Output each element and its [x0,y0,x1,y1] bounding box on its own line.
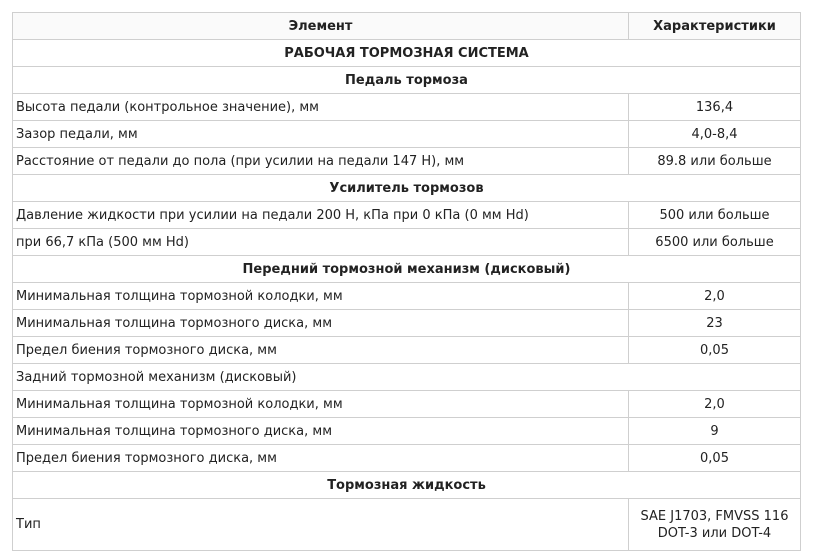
row-value [629,499,801,551]
table-row [13,283,801,310]
row-label: Тип [13,499,629,551]
section-row [13,67,801,94]
table-row [13,391,801,418]
table-row [13,229,801,256]
header-element: Элемент [13,13,629,40]
table-row [13,445,801,472]
section-title: Передний тормозной механизм (дисковый) [13,256,801,283]
row-value: 2,0 [629,391,801,418]
table-row [13,148,801,175]
row-label: Минимальная толщина тормозного диска, мм [13,310,629,337]
table-row [13,310,801,337]
row-value: 6500 или больше [629,229,801,256]
subsection-row [13,364,801,391]
table-row [13,499,801,551]
table-row [13,337,801,364]
row-value-line: SAE J1703, FMVSS 116 [640,508,789,524]
row-value-line: DOT-3 или DOT-4 [657,525,772,541]
row-label: Минимальная толщина тормозной колодки, мм [13,283,629,310]
row-value: 2,0 [629,283,801,310]
row-label: Минимальная толщина тормозной колодки, мм [13,391,629,418]
row-value: 89.8 или больше [629,148,801,175]
row-value: 9 [629,418,801,445]
row-label: Минимальная толщина тормозного диска, мм [13,418,629,445]
specs-table [12,12,801,551]
subsection-title: Задний тормозной механизм (дисковый) [13,364,801,391]
row-value: 136,4 [629,94,801,121]
row-label: Зазор педали, мм [13,121,629,148]
table-row [13,418,801,445]
row-value: 4,0-8,4 [629,121,801,148]
row-value: 0,05 [629,445,801,472]
table-row [13,94,801,121]
header-characteristics: Характеристики [629,13,801,40]
section-row [13,256,801,283]
section-title: Тормозная жидкость [13,472,801,499]
section-row [13,40,801,67]
row-label: Высота педали (контрольное значение), мм [13,94,629,121]
section-title: Педаль тормоза [13,67,801,94]
row-value: 500 или больше [629,202,801,229]
section-title: РАБОЧАЯ ТОРМОЗНАЯ СИСТЕМА [13,40,801,67]
row-label: при 66,7 кПа (500 мм Hd) [13,229,629,256]
row-label: Предел биения тормозного диска, мм [13,445,629,472]
section-title: Усилитель тормозов [13,175,801,202]
row-label: Давление жидкости при усилии на педали 200 Н, кПа при 0 кПа (0 мм Hd) [13,202,629,229]
table-header-row [13,13,801,40]
table-row [13,121,801,148]
section-row [13,472,801,499]
section-row [13,175,801,202]
row-value: 23 [629,310,801,337]
row-label: Расстояние от педали до пола (при усилии на педали 147 Н), мм [13,148,629,175]
row-label: Предел биения тормозного диска, мм [13,337,629,364]
row-value: 0,05 [629,337,801,364]
table-row [13,202,801,229]
